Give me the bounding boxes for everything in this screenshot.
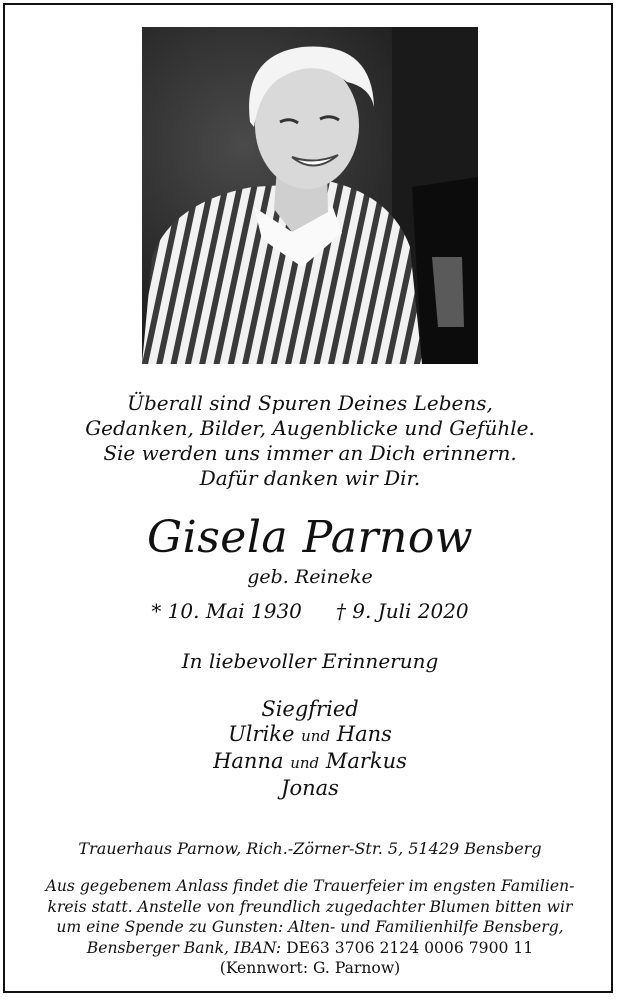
death-date: † 9. Juli 2020 [335, 599, 469, 623]
notice-line: Aus gegebenem Anlass findet die Trauerfeier im engsten Familien- [45, 877, 575, 895]
iban: DE63 3706 2124 0006 7900 11 [286, 938, 534, 957]
mourning-house-address: Trauerhaus Parnow, Rich.-Zörner-Str. 5, 51429 Bensberg [78, 839, 542, 858]
maiden-name: geb. Reineke [247, 566, 373, 588]
notice-line [0, 938, 620, 959]
and-word: und [290, 754, 320, 772]
verse-line: Dafür danken wir Dir. [199, 466, 421, 490]
notice-line: um eine Spende zu Gunsten: Alten- und Familienhilfe Bensberg, [56, 918, 564, 936]
family-member: Siegfried [261, 697, 359, 721]
family-names [0, 697, 620, 801]
family-member: Ulrike [228, 722, 295, 746]
memory-line: In liebevoller Erinnerung [181, 649, 439, 673]
family-line [0, 749, 620, 776]
family-line [0, 722, 620, 749]
family-line [0, 776, 620, 801]
verse-line: Sie werden uns immer an Dich erinnern. [103, 441, 517, 465]
notice-line: kreis statt. Anstelle von freundlich zugedachter Blumen bitten wir [47, 897, 573, 916]
portrait-photo-icon [142, 27, 478, 364]
verse-line: Gedanken, Bilder, Augenblicke und Gefühle. [85, 416, 535, 440]
family-member: Hanna [213, 749, 284, 773]
birth-date: * 10. Mai 1930 [151, 599, 302, 623]
and-word: und [301, 727, 331, 745]
verse-line: Überall sind Spuren Deines Lebens, [127, 391, 493, 415]
family-member: Hans [336, 722, 392, 746]
funeral-notice [0, 876, 620, 979]
family-member: Markus [325, 749, 407, 773]
family-line [0, 697, 620, 722]
deceased-name: Gisela Parnow [146, 512, 473, 563]
bank-label: Bensberger Bank, IBAN: [86, 938, 282, 957]
notice-line: (Kennwort: G. Parnow) [219, 959, 401, 977]
life-dates [0, 598, 620, 624]
memorial-verse [0, 391, 620, 491]
family-member: Jonas [281, 776, 339, 800]
